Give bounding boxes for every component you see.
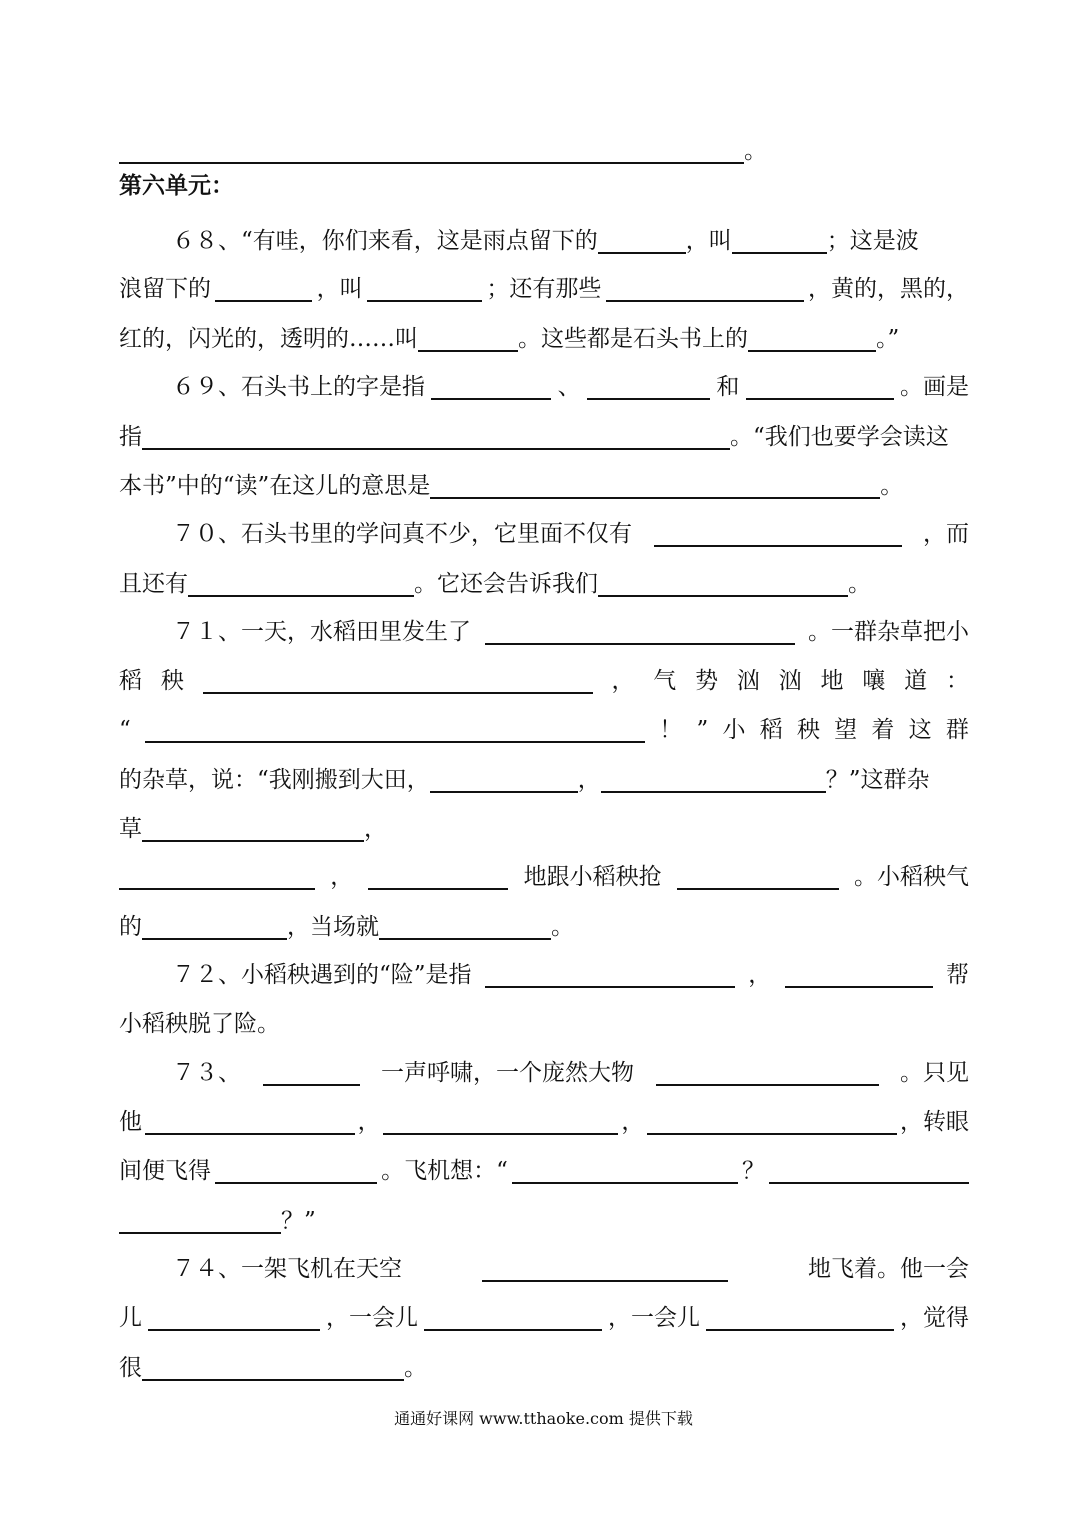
blank	[587, 374, 710, 400]
question-71-line-6: ， 地跟小稻秧抢 。小稻秧气	[119, 859, 969, 895]
question-74-line-1: ７４、一架飞机在天空 地飞着。他一会	[172, 1256, 969, 1282]
blank	[188, 571, 414, 597]
blank	[512, 1158, 738, 1184]
question-70-line-1: ７０、石头书里的学问真不少，它里面不仅有 ，而	[172, 521, 969, 547]
blank	[430, 473, 880, 499]
question-71-line-2: 稻 秧 ， 气 势 汹 汹 地 嚷 道 ：	[119, 668, 969, 694]
question-74-line-2: 儿 ，一会儿 ，一会儿 ，觉得	[119, 1305, 969, 1331]
blank	[119, 138, 744, 164]
blank	[647, 1109, 897, 1135]
blank	[706, 1305, 894, 1331]
blank	[431, 374, 551, 400]
blank	[769, 1158, 969, 1184]
question-73-line-4: ？”	[119, 1202, 969, 1238]
blank	[383, 1109, 618, 1135]
blank	[367, 276, 482, 302]
question-73-line-3: 间便飞得 。飞机想：“ ？	[119, 1153, 969, 1189]
blank	[119, 1208, 281, 1234]
blank	[148, 1305, 320, 1331]
blank	[606, 276, 804, 302]
question-74-line-3: 很 。	[119, 1355, 427, 1381]
blank	[748, 326, 876, 352]
question-69-line-3: 本书”中的“读”在这儿的意思是 。	[119, 473, 904, 499]
blank	[368, 864, 508, 890]
blank	[119, 864, 315, 890]
blank	[430, 767, 578, 793]
blank	[418, 326, 518, 352]
question-71-line-4: 的杂草，说：“我刚搬到大田， ， ？”这群杂	[119, 767, 930, 793]
question-71-line-5: 草 ，	[119, 816, 387, 842]
blank	[203, 668, 593, 694]
page-footer: 通通好课网 www.tthaoke.com 提供下载	[394, 1409, 693, 1428]
blank	[215, 276, 312, 302]
blank	[142, 816, 364, 842]
question-68-line-2: 浪留下的 ，叫 ；还有那些 ，黄的，黑的，	[119, 276, 969, 302]
blank	[656, 1060, 879, 1086]
answer-line-continued: 。	[119, 132, 969, 168]
question-71-line-1: ７１、一天，水稻田里发生了 。一群杂草把小	[172, 619, 969, 645]
blank	[485, 619, 795, 645]
blank	[215, 1158, 377, 1184]
question-73-line-1: ７３、 一声呼啸，一个庞然大物 。只见	[172, 1060, 969, 1086]
question-71-line-3: “ ！ ” 小 稻 秧 望 着 这 群	[119, 717, 969, 743]
blank	[142, 914, 287, 940]
question-73-line-2: 他 ， ， ，转眼	[119, 1109, 969, 1135]
blank	[424, 1305, 602, 1331]
blank	[145, 1109, 355, 1135]
question-72-line-2: 小稻秧脱了险。	[119, 1011, 280, 1037]
question-69-line-1: ６９、石头书上的字是指 、 和 。画是	[172, 374, 969, 400]
blank	[785, 962, 933, 988]
blank	[677, 864, 839, 890]
blank	[263, 1060, 360, 1086]
blank	[145, 717, 645, 743]
blank	[142, 1355, 404, 1381]
blank	[598, 228, 686, 254]
blank	[142, 424, 730, 450]
blank	[482, 1256, 728, 1282]
question-68-line-1: ６８、“有哇，你们来看，这是雨点留下的 ，叫 ；这是波	[172, 228, 919, 254]
section-heading: 第六单元：	[119, 172, 234, 199]
blank	[598, 571, 848, 597]
question-69-line-2: 指 。“我们也要学会读这	[119, 424, 949, 450]
blank	[379, 914, 551, 940]
question-71-line-7: 的 ，当场就 。	[119, 914, 574, 940]
blank	[654, 521, 902, 547]
blank	[601, 767, 826, 793]
blank	[485, 962, 735, 988]
question-68-line-3: 红的，闪光的，透明的……叫 。这些都是石头书上的 。”	[119, 326, 900, 352]
blank	[746, 374, 894, 400]
question-72-line-1: ７２、小稻秧遇到的“险”是指 ， 帮	[172, 962, 969, 988]
blank	[732, 228, 827, 254]
question-70-line-2: 且还有 。它还会告诉我们 。	[119, 571, 871, 597]
